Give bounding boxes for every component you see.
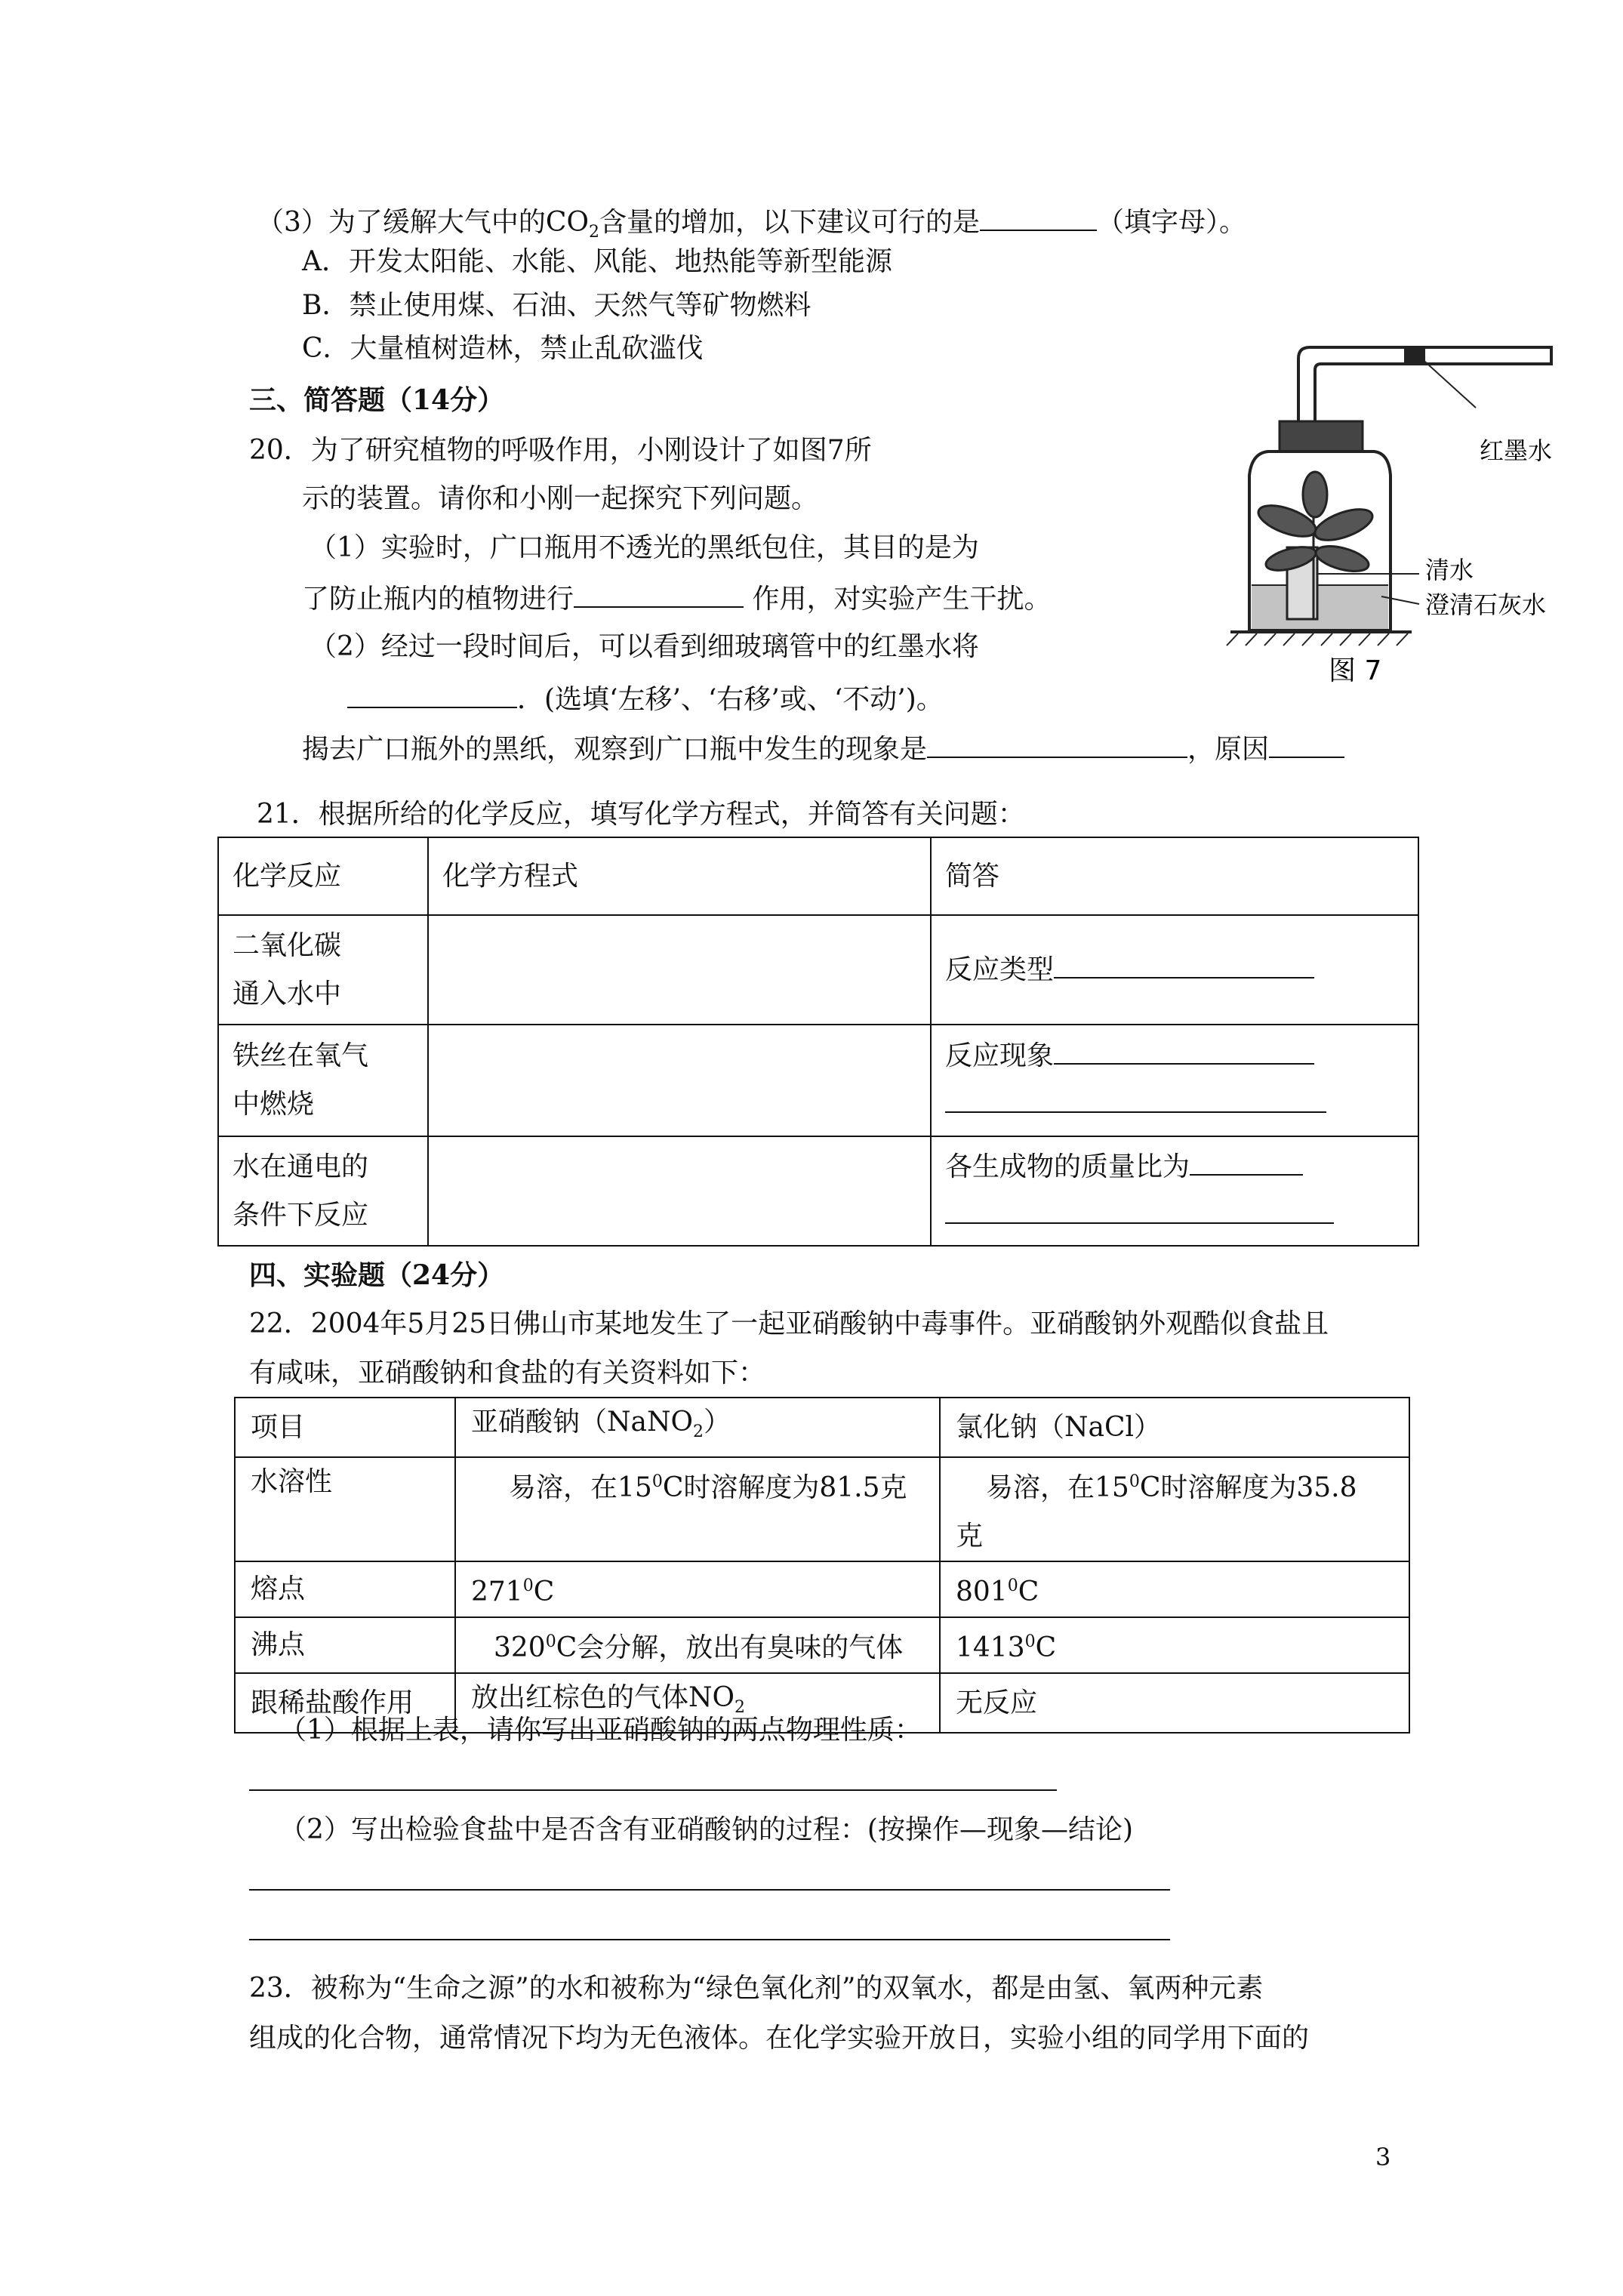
q21-row3-reaction: 水在通电的 条件下反应 — [218, 1136, 428, 1246]
q19-3-answer-blank[interactable] — [980, 202, 1097, 231]
q22-line2: 有咸味，亚硝酸钠和食盐的有关资料如下： — [249, 1358, 766, 1388]
q20-part3-blank-reason[interactable] — [1269, 729, 1344, 758]
lime-water — [1252, 585, 1388, 629]
q22-table — [234, 1397, 1410, 1734]
q22-row-solubility-nano2: 易溶，在$15^0C$时溶解度为81.5克 — [455, 1457, 940, 1561]
q20-part1-blank[interactable] — [574, 579, 744, 608]
q22-header-nacl: 氯化钠（NaCl） — [940, 1398, 1409, 1457]
label-red-ink: 红墨水 — [1480, 436, 1553, 465]
q21-row3-equation-cell[interactable] — [428, 1136, 931, 1246]
q22-row-solubility-item: 水溶性 — [235, 1457, 455, 1561]
q20-line2: 示的装置。请你和小刚一起探究下列问题。 — [302, 483, 819, 514]
q22-row-melting-nacl: $801^0C$ — [940, 1561, 1409, 1617]
q21-row2-equation-cell[interactable] — [428, 1025, 931, 1136]
q22-row-acid-nacl: 无反应 — [940, 1673, 1409, 1733]
q21-row1-reaction: 二氧化碳 通入水中 — [218, 915, 428, 1025]
q22-part1-answer-line[interactable] — [249, 1789, 1057, 1791]
q21-header-answer: 简答 — [931, 837, 1418, 915]
q22-row-solubility-nacl: 易溶，在$15^0C$时溶解度为35.8 克 — [940, 1457, 1409, 1561]
stopper — [1280, 421, 1363, 451]
q22-row-melting-item: 熔点 — [235, 1561, 455, 1617]
section-3-title: 三、简答题（14分） — [249, 384, 505, 416]
q22-row-acid-nano2: 放出红棕色的气体$NO_2$ — [455, 1673, 940, 1733]
label-clear-water: 清水 — [1425, 556, 1474, 584]
q21-row1-equation-cell[interactable] — [428, 915, 931, 1025]
q22-row-acid-item: 跟稀盐酸作用 — [235, 1673, 455, 1733]
q22-part2-answer-line-2[interactable] — [249, 1939, 1170, 1940]
q22-row-boiling-item: 沸点 — [235, 1617, 455, 1673]
q21-row2-reaction: 铁丝在氧气 中燃烧 — [218, 1025, 428, 1136]
q21-row3-answer[interactable]: 各生成物的质量比为 — [931, 1136, 1418, 1246]
figure-7-apparatus — [1215, 332, 1570, 695]
q22-row-boiling-nacl: 1413$^0$C — [940, 1617, 1409, 1673]
q23-line2: 组成的化合物，通常情况下均为无色液体。在化学实验开放日，实验小组的同学用下面的 — [249, 2023, 1310, 2054]
q20-part2-line2: ．(选填‘左移’、‘右移’或、‘不动’)。 — [347, 680, 944, 718]
label-lime-water: 澄清石灰水 — [1425, 590, 1547, 619]
figure-caption: 图 7 — [1329, 655, 1382, 686]
q22-row-boiling-nano2: $320^0C$会分解，放出有臭味的气体 — [455, 1617, 940, 1673]
q22-part1: （1）根据上表，请你写出亚硝酸钠的两点物理性质： — [279, 1715, 922, 1746]
q21-header-equation: 化学方程式 — [428, 837, 931, 915]
q20-part2-line1: （2）经过一段时间后，可以看到细玻璃管中的红墨水将 — [310, 631, 979, 662]
q22-line1: 22．2004年5月25日佛山市某地发生了一起亚硝酸钠中毒事件。亚硝酸钠外观酷似食盐且 — [249, 1308, 1329, 1339]
q20-part2-blank[interactable] — [347, 680, 517, 708]
q22-part2-answer-line-1[interactable] — [249, 1889, 1170, 1891]
section-4-title: 四、实验题（24分） — [249, 1259, 505, 1291]
q22-part2: （2）写出检验食盐中是否含有亚硝酸钠的过程：(按操作—现象—结论) — [279, 1814, 1133, 1845]
red-ink-drop — [1404, 349, 1425, 362]
q19-3-stem: （3）为了缓解大气中的$CO_2$含量的增加，以下建议可行的是 （填字母）。 — [257, 202, 1246, 251]
page-number: 3 — [1375, 2143, 1391, 2171]
q20-part1-line2: 了防止瓶内的植物进行 作用，对实验产生干扰。 — [302, 579, 1051, 618]
q23-line1: 23．被称为“生命之源”的水和被称为“绿色氧化剂”的双氧水，都是由氢、氧两种元素 — [249, 1973, 1264, 2004]
q20-part1-line1: （1）实验时，广口瓶用不透光的黑纸包住，其目的是为 — [310, 532, 979, 563]
q21-header-reaction: 化学反应 — [218, 837, 428, 915]
q19-3-option-c: C．大量植树造林，禁止乱砍滥伐 — [302, 333, 704, 364]
q22-header-nano2: 亚硝酸钠（NaNO$_2$） — [455, 1398, 940, 1457]
q21-table — [217, 837, 1419, 1247]
q20-part3: 揭去广口瓶外的黑纸，观察到广口瓶中发生的现象是 ，原因 — [302, 729, 1344, 768]
q19-3-option-a: A．开发太阳能、水能、风能、地热能等新型能源 — [302, 246, 892, 277]
q20-line1: 20．为了研究植物的呼吸作用，小刚设计了如图7所 — [249, 435, 872, 466]
q21-row1-answer[interactable]: 反应类型 — [931, 915, 1418, 1025]
q22-row-melting-nano2: $271^0C$ — [455, 1561, 940, 1617]
q21-stem: 21．根据所给的化学反应，填写化学方程式，并简答有关问题： — [257, 799, 1025, 830]
q19-3-option-b: B．禁止使用煤、石油、天然气等矿物燃料 — [302, 290, 812, 321]
q22-header-item: 项目 — [235, 1398, 455, 1457]
q21-row2-answer[interactable]: 反应现象 — [931, 1025, 1418, 1136]
q20-part3-blank-phenomenon[interactable] — [927, 729, 1187, 758]
